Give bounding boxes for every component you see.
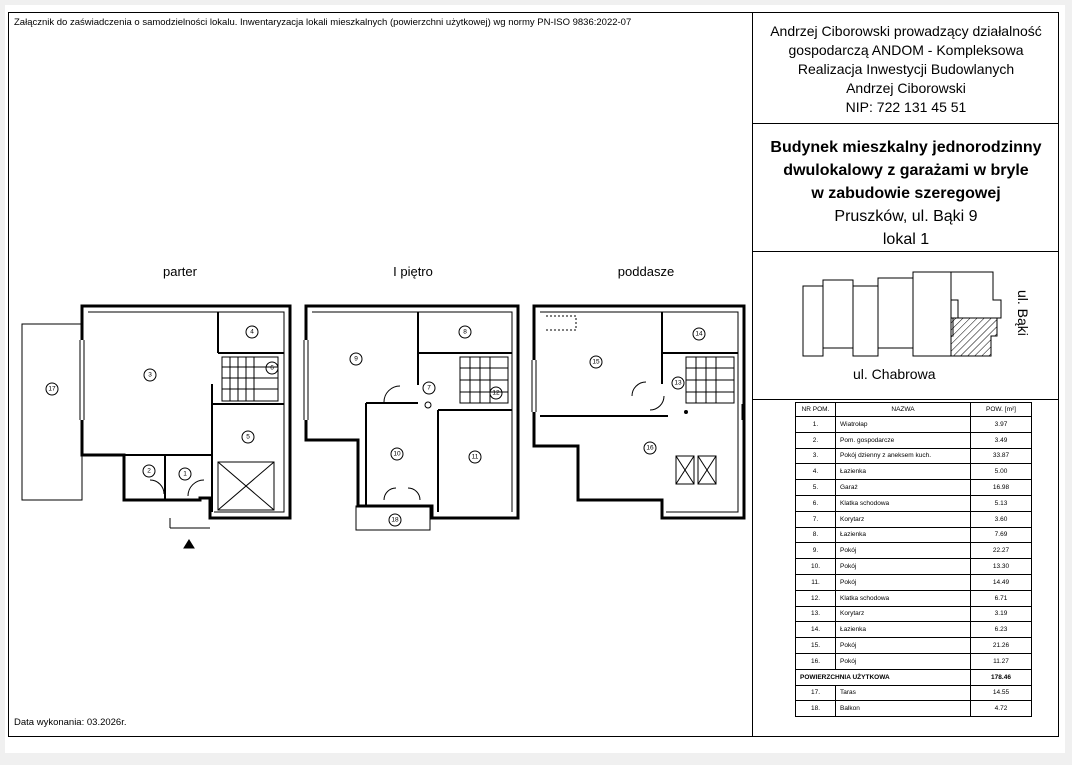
- room-number: 12: [492, 389, 500, 397]
- room-number: 10: [393, 450, 401, 458]
- building-title-line: Budynek mieszkalny jednorodzinny: [770, 139, 1042, 156]
- room-area-table: [795, 402, 1032, 717]
- company-info: [753, 12, 1059, 124]
- table-row: 8. Łazienka 7.69: [796, 527, 1032, 543]
- table-row: 9. Pokój 22.27: [796, 543, 1032, 559]
- table-row: 10. Pokój 13.30: [796, 559, 1032, 575]
- room-number: 18: [391, 516, 399, 524]
- room-number: 16: [646, 444, 654, 452]
- total-label: POWIERZCHNIA UŻYTKOWA: [796, 669, 971, 685]
- table-header-row: [796, 403, 1032, 417]
- room-number: 17: [48, 385, 56, 393]
- date-note: Data wykonania: 03.2026r.: [14, 717, 127, 728]
- total-row: [796, 669, 1032, 685]
- ground-floor-plan: [22, 306, 290, 548]
- table-row: 3. Pokój dzienny z aneksem kuch. 33.87: [796, 448, 1032, 464]
- room-number: 15: [592, 358, 600, 366]
- company-line: Andrzej Ciborowski: [846, 80, 966, 96]
- table-row: 13. Korytarz 3.19: [796, 606, 1032, 622]
- table-row: 4. Łazienka 5.00: [796, 464, 1032, 480]
- table-row: 11. Pokój 14.49: [796, 574, 1032, 590]
- room-number: 2: [147, 467, 151, 475]
- building-title-line: dwulokalowy z garażami w bryle: [783, 162, 1029, 179]
- room-number: 1: [183, 470, 187, 478]
- table-row: 7. Korytarz 3.60: [796, 511, 1032, 527]
- table-row: 1. Wiatrołap 3.97: [796, 417, 1032, 433]
- attic-outer-wall: [534, 306, 744, 518]
- room-number: 3: [148, 371, 152, 379]
- room-number: 7: [427, 384, 431, 392]
- header-nr: NR POM.: [796, 403, 836, 417]
- header-note: Załącznik do zaświadczenia o samodzielności lokalu. Inwentaryzacja lokali mieszkalnych (powierzchni użytkowej) wg normy PN-ISO 9836:2022-07: [14, 17, 632, 28]
- room-number: 6: [270, 364, 274, 372]
- first-floor-plan: [304, 306, 518, 530]
- room-number: 5: [246, 433, 250, 441]
- first-floor-outer-wall: [306, 306, 518, 518]
- location-map: [753, 252, 1059, 400]
- room-number: 11: [471, 453, 479, 461]
- table-row: 17. Taras 14.55: [796, 685, 1032, 701]
- table-row: 14. Łazienka 6.23: [796, 622, 1032, 638]
- header-area: POW. [m²]: [971, 403, 1032, 417]
- room-number: 8: [463, 328, 467, 336]
- room-number: 4: [250, 328, 254, 336]
- table-row: 16. Pokój 11.27: [796, 653, 1032, 669]
- ground-floor-outer-wall: [82, 306, 290, 518]
- room-number: 9: [354, 355, 358, 363]
- company-line: gospodarczą ANDOM - Kompleksowa: [788, 42, 1024, 58]
- plan-label-attic: poddasze: [617, 264, 675, 279]
- building-title-line: w zabudowie szeregowej: [811, 185, 1001, 202]
- terrace-outline: [22, 324, 82, 500]
- table-row: 2. Pom. gospodarcze 3.49: [796, 432, 1032, 448]
- plan-label-ground-floor: parter: [163, 264, 197, 279]
- table-row: 5. Garaż 16.98: [796, 480, 1032, 496]
- table-row: 12. Klatka schodowa 6.71: [796, 590, 1032, 606]
- company-line: Realizacja Inwestycji Budowlanych: [797, 61, 1015, 77]
- building-info: [753, 124, 1059, 252]
- attic-plan: [532, 306, 744, 518]
- table-row: 15. Pokój 21.26: [796, 638, 1032, 654]
- table-row: 18. Balkon 4.72: [796, 701, 1032, 717]
- table-row: 6. Klatka schodowa 5.13: [796, 495, 1032, 511]
- plan-label-first-floor: I piętro: [393, 264, 433, 279]
- header-name: NAZWA: [836, 403, 971, 417]
- room-number-markers: [46, 326, 705, 526]
- building-unit: lokal 1: [882, 231, 930, 248]
- street-label-baki: ul. Bąki: [1015, 290, 1031, 336]
- room-number: 13: [674, 379, 682, 387]
- company-line: Andrzej Ciborowski prowadzący działalność: [770, 23, 1042, 39]
- room-number: 14: [695, 330, 703, 338]
- street-label-chabrowa: ul. Chabrowa: [853, 366, 936, 382]
- total-area: 178.46: [971, 669, 1032, 685]
- building-address: Pruszków, ul. Bąki 9: [834, 208, 978, 225]
- ground-floor-inner-wall: [88, 312, 284, 512]
- company-nip: NIP: 722 131 45 51: [845, 99, 967, 115]
